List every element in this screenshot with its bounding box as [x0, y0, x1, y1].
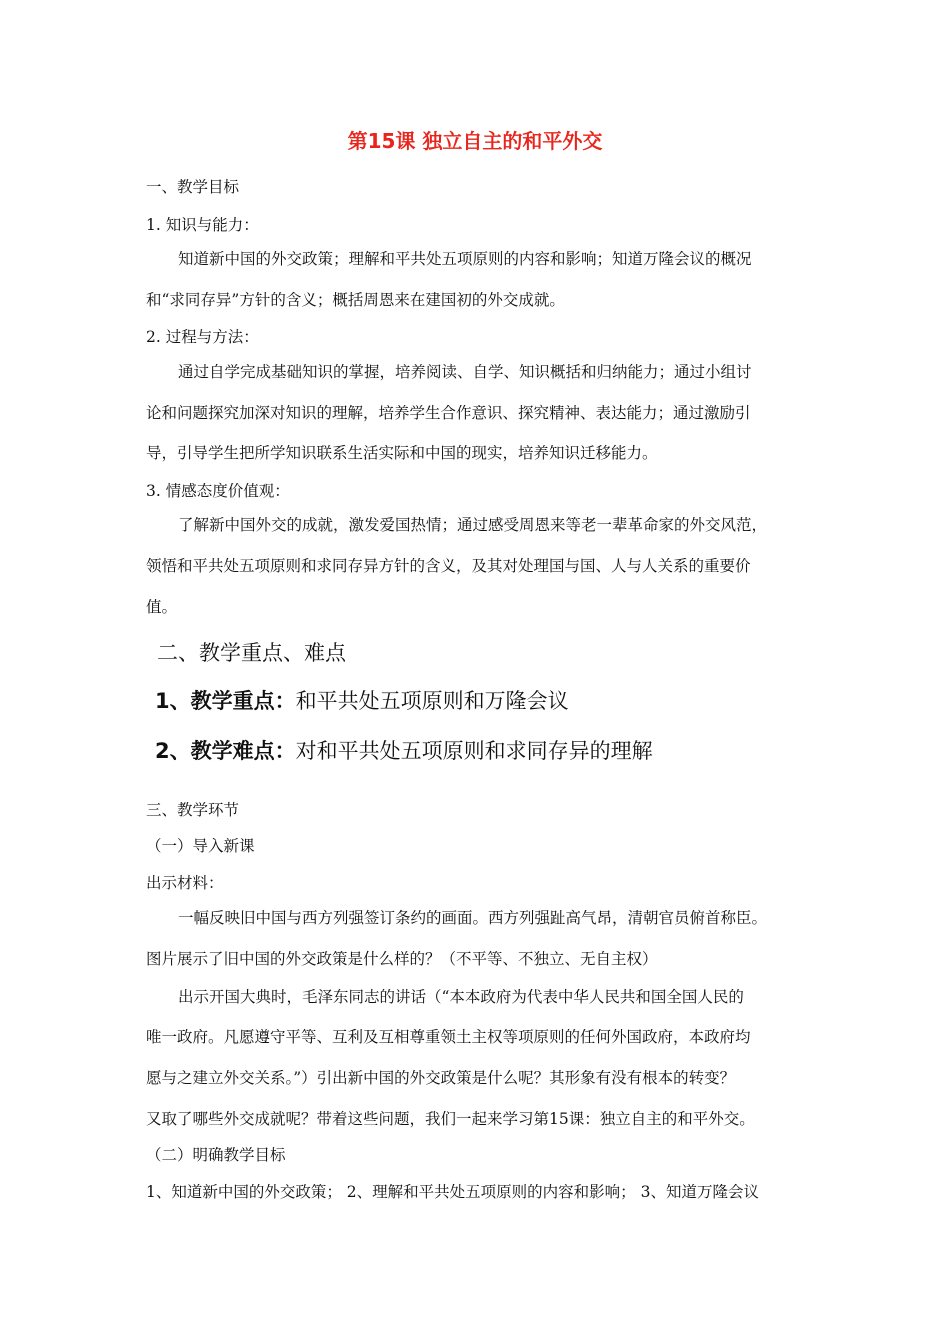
- key-point-text: 和平共处五项原则和万隆会议: [295, 689, 569, 713]
- paragraph-line: 了解新中国外交的成就，激发爱国热情；通过感受周恩来等老一辈革命家的外交风范，: [178, 516, 768, 534]
- paragraph-line: 领悟和平共处五项原则和求同存异方针的含义，及其对处理国与国、人与人关系的重要价: [146, 557, 751, 575]
- paragraph-line: 1、知道新中国的外交政策； 2、理解和平共处五项原则的内容和影响； 3、知道万隆会议: [146, 1183, 759, 1201]
- paragraph-line: 又取了哪些外交成就呢？带着这些问题，我们一起来学习第15课：独立自主的和平外交。: [146, 1110, 755, 1128]
- paragraph-line: 知道新中国的外交政策；理解和平共处五项原则的内容和影响；知道万隆会议的概况: [178, 250, 752, 268]
- paragraph-line: 一幅反映旧中国与西方列强签订条约的画面。西方列强趾高气昂，清朝官员俯首称臣。: [178, 909, 768, 927]
- paragraph-line: 图片展示了旧中国的外交政策是什么样的？（不平等、不独立、无自主权）: [146, 950, 658, 968]
- difficulty-row: [155, 738, 653, 764]
- paragraph-line: 和“求同存异”方针的含义；概括周恩来在建国初的外交成就。: [146, 291, 565, 309]
- key-point-label: 1、教学重点：: [155, 689, 296, 713]
- paragraph-line: 导，引导学生把所学知识联系生活实际和中国的现实，培养知识迁移能力。: [146, 444, 658, 462]
- section-heading-steps: 三、教学环节: [146, 801, 240, 819]
- paragraph-line: 值。: [146, 598, 178, 616]
- subheading-attitude: 3. 情感态度价值观：: [146, 482, 290, 500]
- section-heading-key-points: 二、教学重点、难点: [157, 641, 346, 665]
- difficulty-label: 2、教学难点：: [155, 739, 296, 763]
- subheading-process: 2. 过程与方法：: [146, 328, 259, 346]
- key-point-row: [155, 688, 569, 714]
- subheading-objectives: （二）明确教学目标: [146, 1146, 286, 1164]
- paragraph-line: 唯一政府。凡愿遵守平等、互利及互相尊重领土主权等项原则的任何外国政府，本政府均: [146, 1028, 751, 1046]
- paragraph-line: 愿与之建立外交关系。”）引出新中国的外交政策是什么呢？其形象有没有根本的转变？: [146, 1069, 736, 1087]
- subheading-intro: （一）导入新课: [146, 837, 255, 855]
- material-label: 出示材料：: [146, 874, 224, 892]
- difficulty-text: 对和平共处五项原则和求同存异的理解: [295, 739, 653, 763]
- paragraph-line: 出示开国大典时，毛泽东同志的讲话（“本本政府为代表中华人民共和国全国人民的: [178, 988, 744, 1006]
- lesson-title: 第15课 独立自主的和平外交: [347, 129, 603, 153]
- paragraph-line: 论和问题探究加深对知识的理解，培养学生合作意识、探究精神、表达能力；通过激励引: [146, 404, 751, 422]
- subheading-knowledge: 1. 知识与能力：: [146, 216, 259, 234]
- section-heading-objectives: 一、教学目标: [146, 178, 240, 196]
- paragraph-line: 通过自学完成基础知识的掌握，培养阅读、自学、知识概括和归纳能力；通过小组讨: [178, 363, 752, 381]
